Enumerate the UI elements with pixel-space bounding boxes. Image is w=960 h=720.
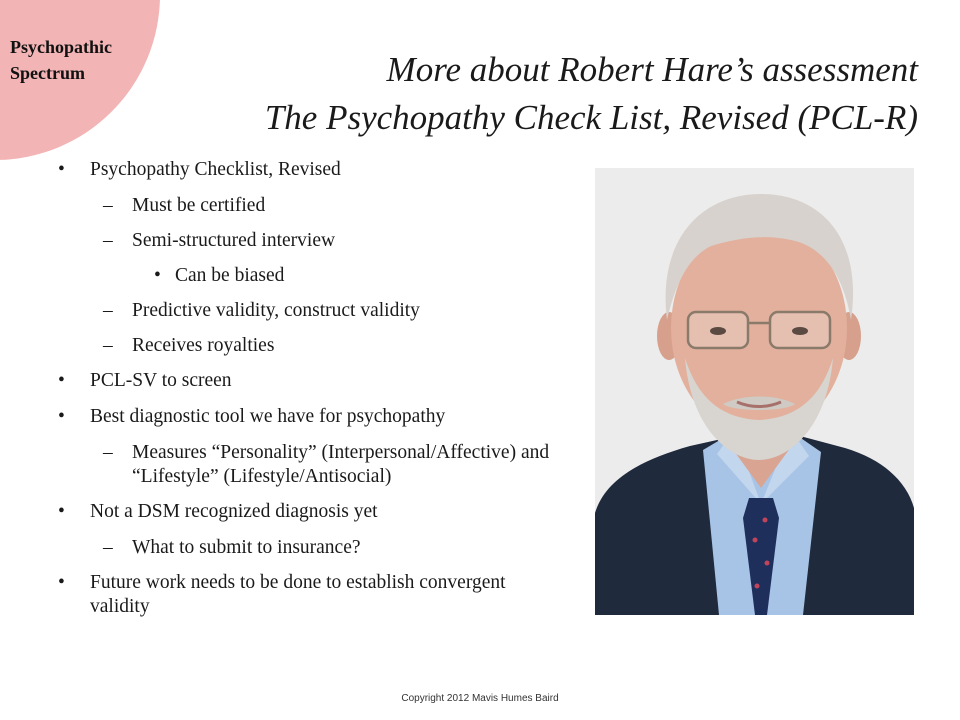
bullet-text: Best diagnostic tool we have for psychopathy bbox=[90, 406, 446, 427]
bullet-item bbox=[58, 334, 558, 358]
section-badge-line2: Spectrum bbox=[10, 63, 85, 83]
bullet-marker: – bbox=[103, 300, 113, 321]
bullet-list bbox=[58, 158, 558, 631]
bullet-item bbox=[58, 264, 558, 288]
bullet-item bbox=[58, 500, 558, 524]
copyright-text: Copyright 2012 Mavis Humes Baird bbox=[401, 693, 559, 704]
bullet-text: What to submit to insurance? bbox=[132, 537, 361, 558]
section-badge-label bbox=[10, 34, 112, 86]
bullet-item bbox=[58, 158, 558, 182]
slide-title-line1: More about Robert Hare’s assessment bbox=[386, 50, 918, 89]
bullet-text: Measures “Personality” (Interpersonal/Affective) and “Lifestyle” (Lifestyle/Antisocial) bbox=[132, 442, 550, 487]
bullet-text: Receives royalties bbox=[132, 335, 275, 356]
portrait-illustration bbox=[595, 168, 914, 615]
bullet-marker: • bbox=[58, 501, 65, 522]
bullet-item bbox=[58, 571, 558, 619]
bullet-marker: • bbox=[58, 572, 65, 593]
bullet-item bbox=[58, 405, 558, 429]
bullet-text: Psychopathy Checklist, Revised bbox=[90, 159, 341, 180]
bullet-item bbox=[58, 299, 558, 323]
bullet-marker: – bbox=[103, 335, 113, 356]
portrait-photo bbox=[595, 168, 914, 615]
bullet-marker: – bbox=[103, 537, 113, 558]
bullet-marker: • bbox=[58, 406, 65, 427]
bullet-marker: – bbox=[103, 230, 113, 251]
bullet-text: Semi-structured interview bbox=[132, 230, 336, 251]
slide-title-line2: The Psychopathy Check List, Revised (PCL-R) bbox=[264, 98, 918, 137]
bullet-marker: • bbox=[58, 159, 65, 180]
bullet-marker: • bbox=[154, 265, 161, 286]
bullet-text: Not a DSM recognized diagnosis yet bbox=[90, 501, 378, 522]
bullet-text: Must be certified bbox=[132, 195, 266, 216]
section-badge-line1: Psychopathic bbox=[10, 37, 113, 57]
bullet-item bbox=[58, 194, 558, 218]
bullet-text: Predictive validity, construct validity bbox=[132, 300, 420, 321]
bullet-item bbox=[58, 369, 558, 393]
slide-title bbox=[265, 46, 918, 142]
bullet-marker: – bbox=[103, 442, 113, 463]
bullet-item bbox=[58, 536, 558, 560]
bullet-text: Future work needs to be done to establish convergent validity bbox=[90, 572, 506, 617]
bullet-item bbox=[58, 229, 558, 253]
bullet-marker: • bbox=[58, 370, 65, 391]
bullet-marker: – bbox=[103, 195, 113, 216]
bullet-text: Can be biased bbox=[175, 265, 285, 286]
bullet-text: PCL-SV to screen bbox=[90, 370, 232, 391]
bullet-item bbox=[58, 441, 558, 489]
